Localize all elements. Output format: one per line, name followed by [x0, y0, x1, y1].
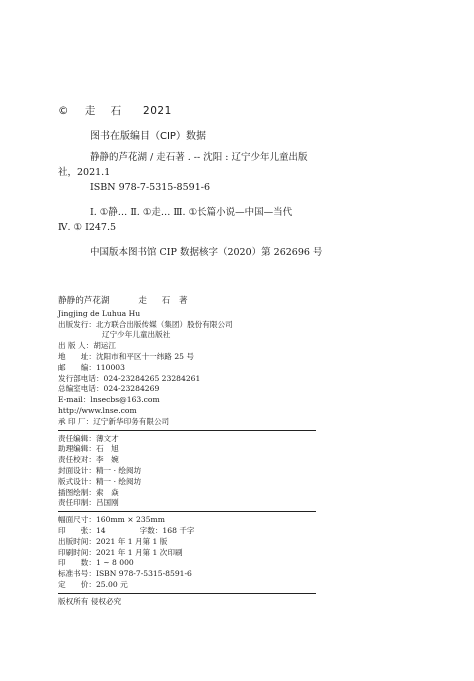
imprint-rights: 版权所有 侵权必究 — [58, 596, 122, 606]
imprint-format: 幅面尺寸：160mm × 235mm — [58, 515, 165, 525]
cip-line-1: 静静的芦花湖 / 走石著 . -- 沈阳 : 辽宁少年儿童出版 — [90, 152, 308, 163]
imprint-postcode: 邮 编：110003 — [58, 362, 125, 372]
imprint-office-phone: 总编室电话：024-23284269 — [58, 384, 160, 394]
imprint-author-suffix: 著 — [178, 296, 188, 306]
imprint-word-count: 字数：168 千字 — [139, 525, 195, 535]
imprint-sales-phone: 发行部电话：024-23284265 23284261 — [58, 373, 201, 383]
imprint-proofreader: 责任校对：李 婉 — [58, 455, 119, 465]
imprint-print-date: 印刷时间：2021 年 1 月第 1 次印刷 — [58, 547, 183, 557]
copyright-line — [58, 103, 172, 118]
cip-class-line-2: Ⅳ. ① I247.5 — [58, 222, 117, 233]
imprint-block — [58, 296, 316, 608]
cip-line-2: 社，2021.1 — [58, 167, 111, 178]
imprint-author: 走 石 — [138, 296, 177, 306]
cip-record — [58, 150, 418, 195]
cip-class-line-1: Ⅰ. ①静… Ⅱ. ①走… Ⅲ. ①长篇小说—中国—当代 — [90, 207, 293, 218]
divider — [58, 430, 316, 431]
imprint-print-manager: 责任印制：吕国刚 — [58, 498, 119, 508]
imprint-publisher-person: 出 版 人：胡运江 — [58, 341, 116, 351]
imprint-email: E-mail：lnsecbs@163.com — [58, 395, 160, 405]
cip-number: 中国版本图书馆 CIP 数据核字（2020）第 262696 号 — [90, 247, 323, 258]
imprint-pinyin: Jingjing de Luhua Hu — [58, 308, 141, 318]
imprint-publisher-label: 出版发行： — [58, 319, 96, 329]
cip-classification — [58, 205, 418, 235]
imprint-sheets-row — [58, 526, 316, 537]
imprint-cover-design: 封面设计：精一 · 绘阅坊 — [58, 465, 142, 475]
copyright-symbol: © — [58, 105, 69, 117]
cip-title: 图书在版编目（CIP）数据 — [90, 131, 206, 142]
imprint-publisher-row — [58, 320, 316, 331]
cip-number-block — [58, 245, 418, 260]
imprint-address: 地 址：沈阳市和平区十一纬路 25 号 — [58, 351, 194, 361]
imprint-assistant-editor: 助理编辑：石 旭 — [58, 444, 119, 454]
divider — [58, 511, 316, 512]
copyright-year: 2021 — [143, 105, 172, 117]
imprint-print-run: 印 数：1 ~ 8 000 — [58, 558, 134, 568]
imprint-illustrator: 插图绘制：索 焱 — [58, 487, 119, 497]
imprint-sheets: 印 张：14 — [58, 525, 106, 535]
imprint-pub-date: 出版时间：2021 年 1 月第 1 版 — [58, 536, 168, 546]
imprint-publisher-2: 辽宁少年儿童出版社 — [102, 330, 171, 340]
imprint-std-isbn: 标准书号：ISBN 978-7-5315-8591-6 — [58, 569, 192, 579]
imprint-title-line — [58, 296, 316, 307]
imprint-book-title: 静静的芦花湖 — [58, 296, 110, 306]
imprint-price: 定 价：25.00 元 — [58, 579, 128, 589]
divider — [58, 593, 316, 594]
imprint-printer: 承 印 厂：辽宁新华印务有限公司 — [58, 416, 170, 426]
imprint-publisher-1: 北方联合出版传媒（集团）股份有限公司 — [95, 319, 233, 329]
imprint-website: http://www.lnse.com — [58, 405, 137, 415]
cip-isbn: ISBN 978-7-5315-8591-6 — [90, 182, 210, 193]
copyright-author: 走 石 — [84, 105, 128, 117]
imprint-editor: 责任编辑：薄文才 — [58, 433, 119, 443]
imprint-layout-design: 版式设计：精一 · 绘阅坊 — [58, 476, 142, 486]
